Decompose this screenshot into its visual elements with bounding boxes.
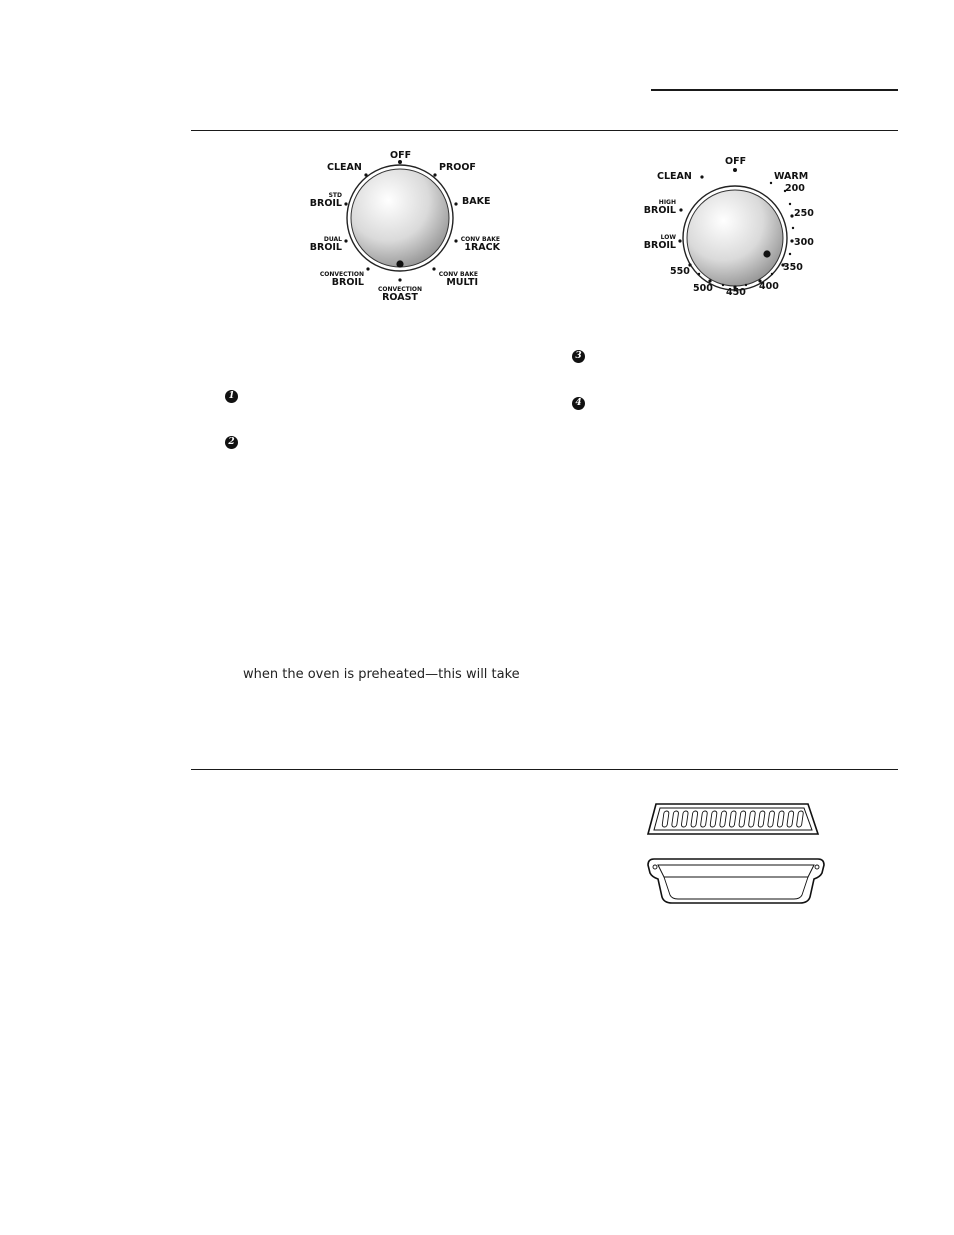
mode-label-std-broil xyxy=(306,192,342,209)
mode-label-conv-bake-multi xyxy=(438,271,478,288)
temp-dial xyxy=(630,150,830,310)
temp-label-low-small: LOW xyxy=(660,234,676,241)
temp-label-450: 450 xyxy=(726,287,746,298)
step-marker-2: 2 xyxy=(225,436,238,449)
mode-label-convection-roast xyxy=(374,286,426,303)
step-marker-4: 4 xyxy=(572,397,585,410)
mode-label-conv-bake-small: CONV BAKE xyxy=(460,236,500,243)
mode-label-convection-small: CONVECTION xyxy=(319,271,364,278)
mode-label-convection-broil xyxy=(308,271,364,288)
temp-label-250: 250 xyxy=(794,208,814,219)
temp-label-200: 200 xyxy=(785,183,805,194)
mode-label-std-broil-text: BROIL xyxy=(309,198,342,209)
mode-label-dual-small: DUAL xyxy=(323,236,342,243)
temp-label-400: 400 xyxy=(759,281,779,292)
section-rule-bottom xyxy=(191,769,898,770)
mode-label-bake: BAKE xyxy=(462,196,491,207)
temp-label-high-small: HIGH xyxy=(658,199,676,206)
mode-dial xyxy=(290,140,520,310)
mode-label-dual-broil xyxy=(306,236,342,253)
mode-dial-pointer xyxy=(396,260,403,267)
mode-label-conv-bake-multi-small: CONV BAKE xyxy=(438,271,478,278)
body-text-line: when the oven is preheated—this will take xyxy=(243,667,520,682)
temp-label-clean: CLEAN xyxy=(657,171,692,182)
mode-label-roast: ROAST xyxy=(382,292,418,303)
section-rule-top xyxy=(191,130,898,131)
temp-label-high-broil xyxy=(636,199,676,216)
mode-label-off: OFF xyxy=(390,150,412,161)
temp-label-off: OFF xyxy=(725,156,747,167)
step-marker-3: 3 xyxy=(572,350,585,363)
temp-label-warm: WARM xyxy=(774,171,809,182)
broiler-pan-illustration xyxy=(640,798,840,913)
temp-label-low-broil xyxy=(636,234,676,251)
temp-label-300: 300 xyxy=(794,237,814,248)
temp-label-500: 500 xyxy=(693,283,713,294)
mode-label-convection-broil-text: BROIL xyxy=(331,277,364,288)
mode-label-conv-bake-1rack xyxy=(456,236,500,253)
broiler-grid-image xyxy=(640,798,840,848)
temp-dial-pointer xyxy=(763,250,770,257)
mode-label-proof: PROOF xyxy=(439,162,476,173)
mode-label-multi: MULTI xyxy=(446,277,478,288)
temp-label-low-broil-text: BROIL xyxy=(643,240,676,251)
mode-label-std-small: STD xyxy=(328,192,342,199)
temp-label-550: 550 xyxy=(670,266,690,277)
temp-label-350: 350 xyxy=(783,262,803,273)
mode-label-convection-roast-small: CONVECTION xyxy=(377,286,423,293)
mode-label-clean: CLEAN xyxy=(327,162,362,173)
temp-label-high-broil-text: BROIL xyxy=(643,205,676,216)
header-rule-short xyxy=(651,89,898,91)
mode-label-1rack: 1RACK xyxy=(464,242,500,253)
step-marker-1: 1 xyxy=(225,390,238,403)
broiler-pan-image xyxy=(640,853,840,913)
mode-label-dual-broil-text: BROIL xyxy=(309,242,342,253)
